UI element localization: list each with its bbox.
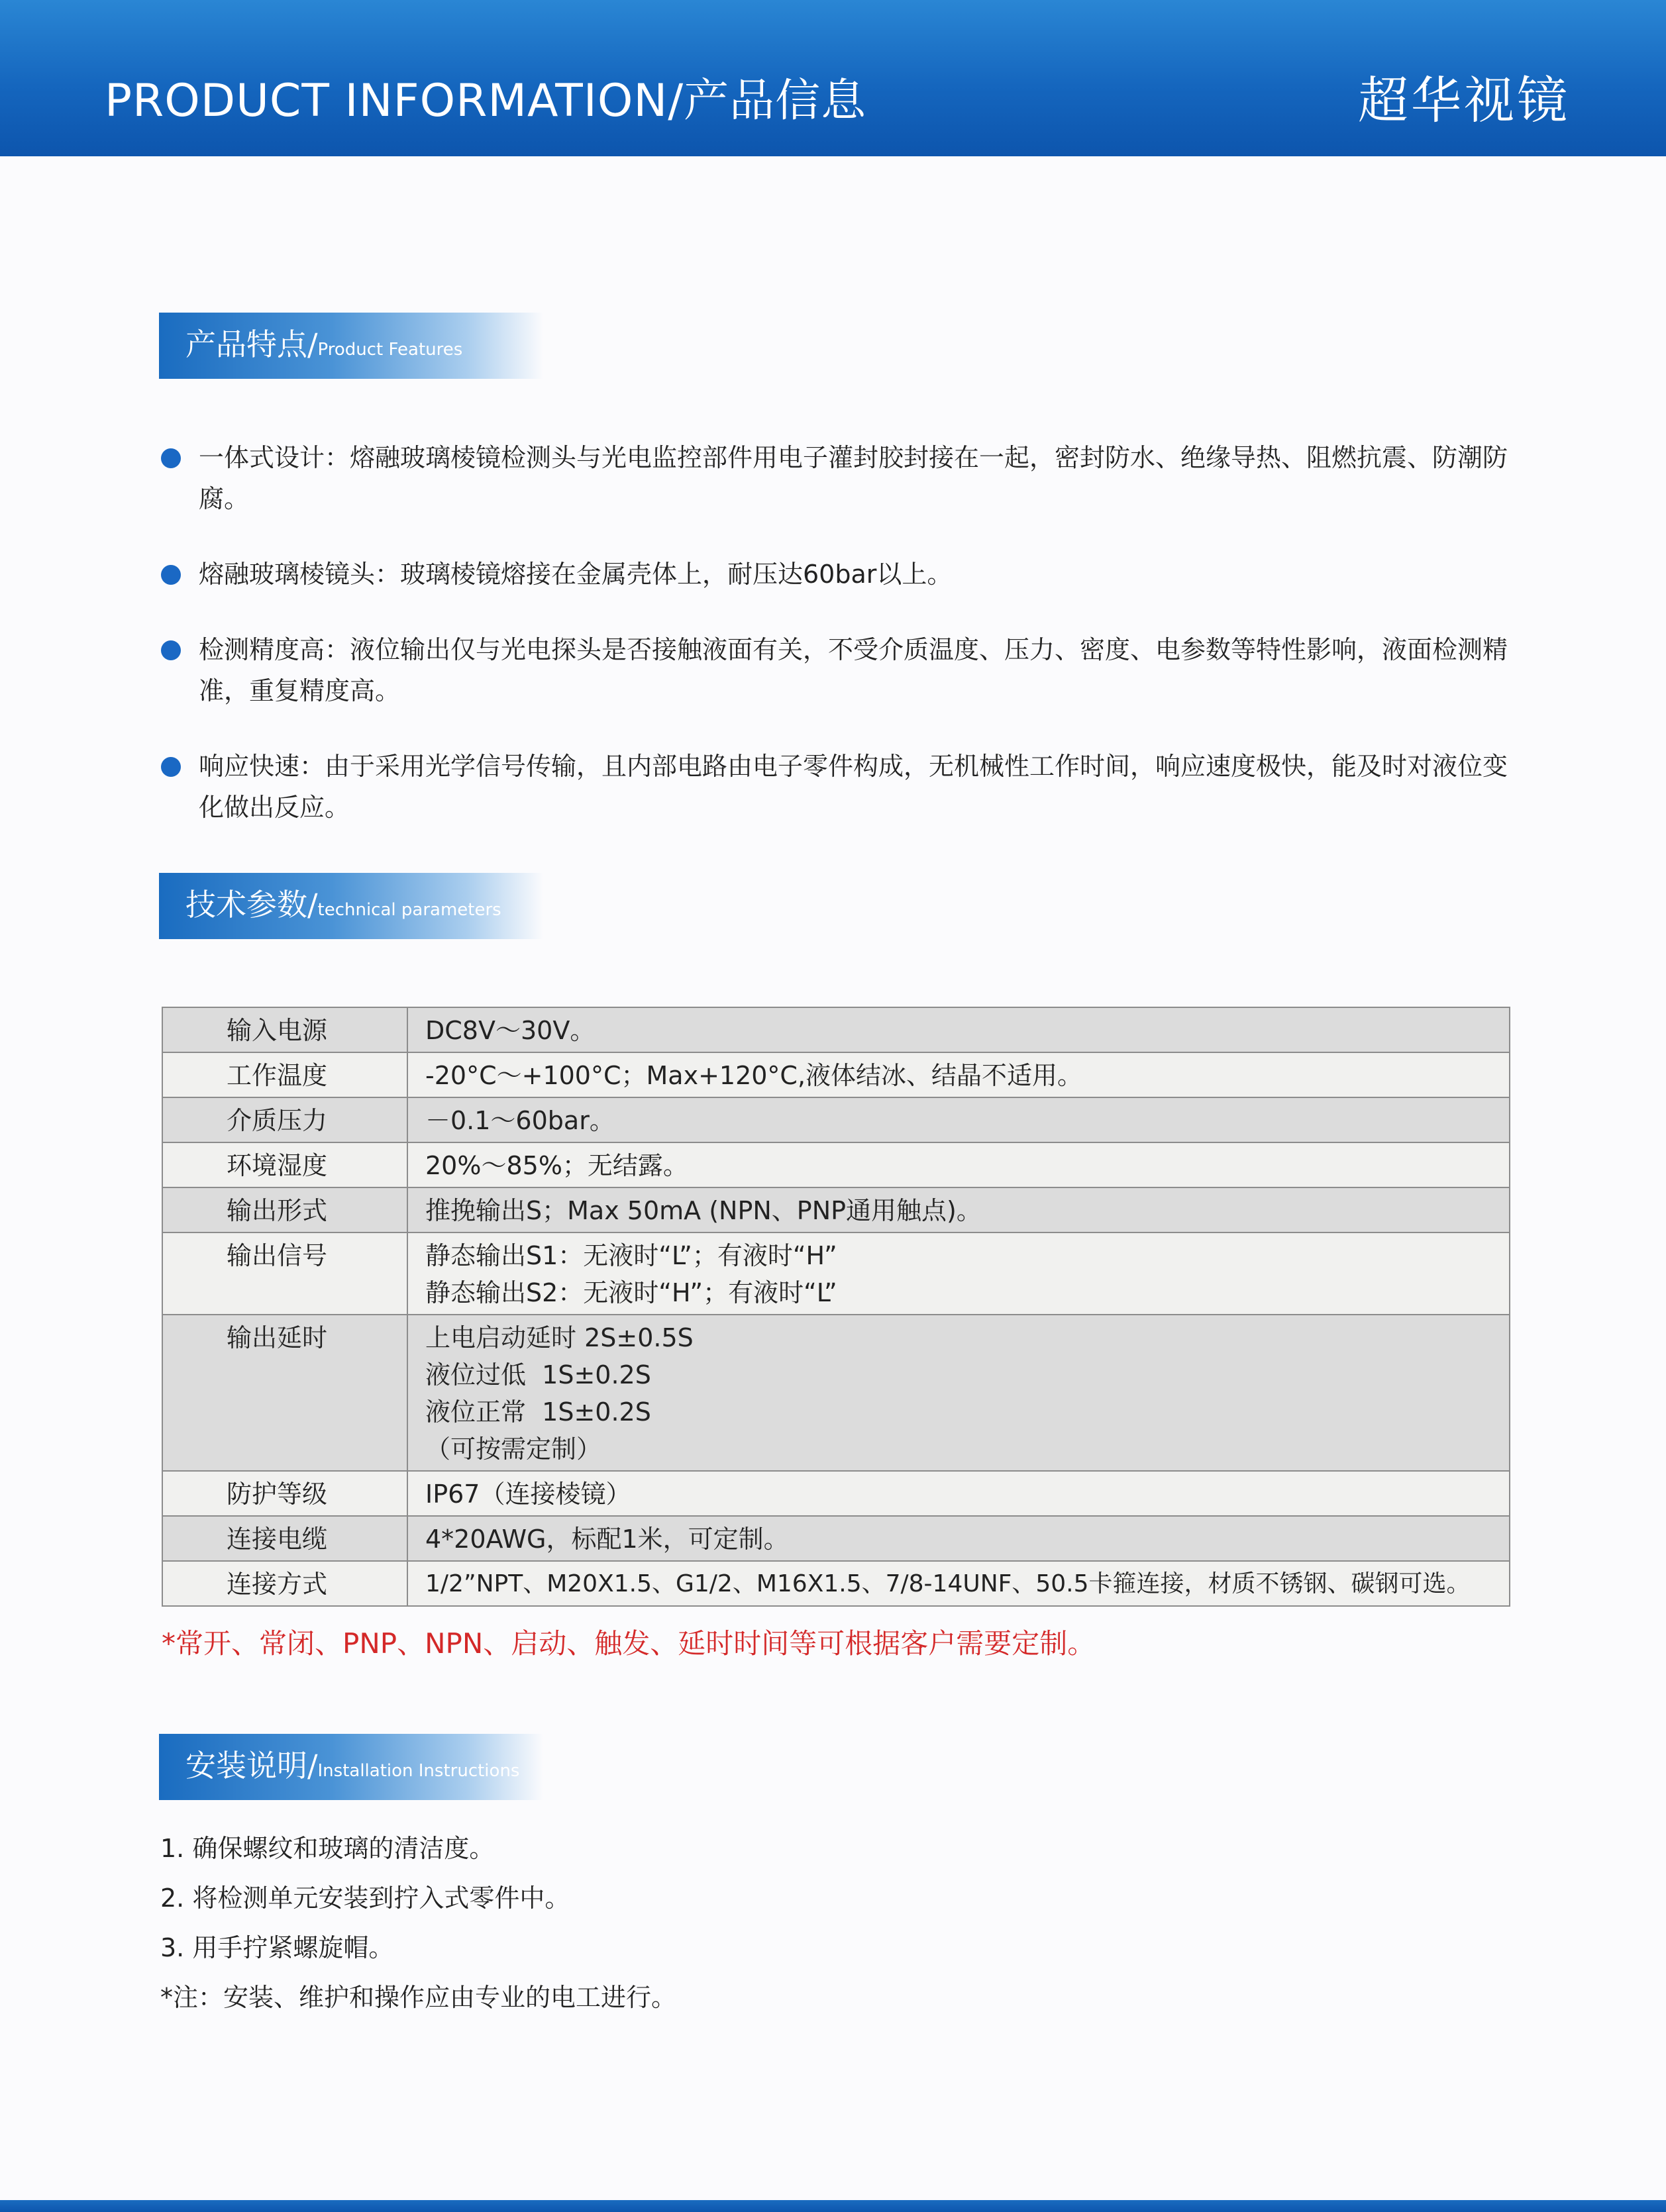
table-row — [162, 1097, 1510, 1142]
feature-item — [159, 746, 1510, 828]
installation-step: 3. 用手拧紧螺旋帽。 — [160, 1933, 394, 1962]
param-value: 上电启动延时 2S±0.5S 液位过低 1S±0.2S 液位正常 1S±0.2S （可按需定制） — [407, 1315, 1510, 1471]
section-heading-features — [159, 313, 543, 379]
param-value: DC8V～30V。 — [407, 1007, 1510, 1052]
feature-text: 检测精度高：液位输出仅与光电探头是否接触液面有关，不受介质温度、压力、密度、电参数等特性影响，液面检测精准，重复精度高。 — [199, 635, 1508, 705]
param-label: 输出信号 — [162, 1232, 407, 1315]
page-header — [0, 0, 1666, 156]
table-row — [162, 1516, 1510, 1561]
param-value: IP67（连接棱镜） — [407, 1471, 1510, 1516]
table-row — [162, 1232, 1510, 1315]
table-row — [162, 1471, 1510, 1516]
section-title-en: Product Features — [317, 340, 463, 360]
section-title-zh: 技术参数/ — [185, 887, 318, 923]
feature-item — [159, 629, 1510, 711]
param-value: 推挽输出S；Max 50mA (NPN、PNP通用触点)。 — [407, 1187, 1510, 1232]
bullet-dot-icon — [161, 640, 181, 660]
param-value: -20°C～+100°C；Max+120°C,液体结冰、结晶不适用。 — [407, 1052, 1510, 1097]
footer-bar — [0, 2200, 1666, 2212]
param-label: 连接电缆 — [162, 1516, 407, 1561]
param-value: 20%～85%；无结露。 — [407, 1142, 1510, 1187]
param-label: 输入电源 — [162, 1007, 407, 1052]
customization-note: *常开、常闭、PNP、NPN、启动、触发、延时时间等可根据客户需要定制。 — [162, 1627, 1096, 1660]
feature-text: 响应快速：由于采用光学信号传输，且内部电路由电子零件构成，无机械性工作时间，响应速度极快，能及时对液位变化做出反应。 — [199, 752, 1508, 822]
bullet-dot-icon — [161, 448, 181, 468]
param-label: 输出形式 — [162, 1187, 407, 1232]
installation-list — [160, 1829, 676, 2028]
parameters-table — [162, 1007, 1510, 1607]
table-row — [162, 1315, 1510, 1471]
installation-step: 2. 将检测单元安装到拧入式零件中。 — [160, 1884, 570, 1913]
features-list — [159, 437, 1510, 862]
feature-text: 熔融玻璃棱镜头：玻璃棱镜熔接在金属壳体上，耐压达60bar以上。 — [199, 560, 953, 589]
section-title-en: technical parameters — [317, 900, 501, 920]
brand-name: 超华视镜 — [1358, 71, 1570, 130]
section-heading-parameters — [159, 873, 543, 939]
feature-item — [159, 554, 1510, 595]
section-title-zh: 安装说明/ — [185, 1748, 318, 1784]
table-row — [162, 1142, 1510, 1187]
param-value: 静态输出S1：无液时“L”；有液时“H” 静态输出S2：无液时“H”；有液时“L” — [407, 1232, 1510, 1315]
section-title-zh: 产品特点/ — [185, 327, 318, 362]
bullet-dot-icon — [161, 565, 181, 585]
installation-note: *注：安装、维护和操作应由专业的电工进行。 — [160, 1983, 677, 2012]
param-label: 防护等级 — [162, 1471, 407, 1516]
param-label: 输出延时 — [162, 1315, 407, 1471]
bullet-dot-icon — [161, 757, 181, 777]
feature-item — [159, 437, 1510, 519]
param-label: 连接方式 — [162, 1561, 407, 1606]
installation-step: 1. 确保螺纹和玻璃的清洁度。 — [160, 1834, 495, 1863]
header-title: PRODUCT INFORMATION/产品信息 — [105, 75, 867, 127]
param-label: 环境湿度 — [162, 1142, 407, 1187]
table-row — [162, 1561, 1510, 1606]
param-value: －0.1～60bar。 — [407, 1097, 1510, 1142]
table-row — [162, 1052, 1510, 1097]
table-row — [162, 1007, 1510, 1052]
param-value: 1/2”NPT、M20X1.5、G1/2、M16X1.5、7/8-14UNF、50.5卡箍连接，材质不锈钢、碳钢可选。 — [407, 1561, 1510, 1606]
section-title-en: Installation Instructions — [317, 1761, 520, 1781]
param-label: 介质压力 — [162, 1097, 407, 1142]
feature-text: 一体式设计：熔融玻璃棱镜检测头与光电监控部件用电子灌封胶封接在一起，密封防水、绝缘导热、阻燃抗震、防潮防腐。 — [199, 443, 1508, 513]
section-heading-installation — [159, 1734, 543, 1800]
param-value: 4*20AWG，标配1米，可定制。 — [407, 1516, 1510, 1561]
table-row — [162, 1187, 1510, 1232]
param-label: 工作温度 — [162, 1052, 407, 1097]
